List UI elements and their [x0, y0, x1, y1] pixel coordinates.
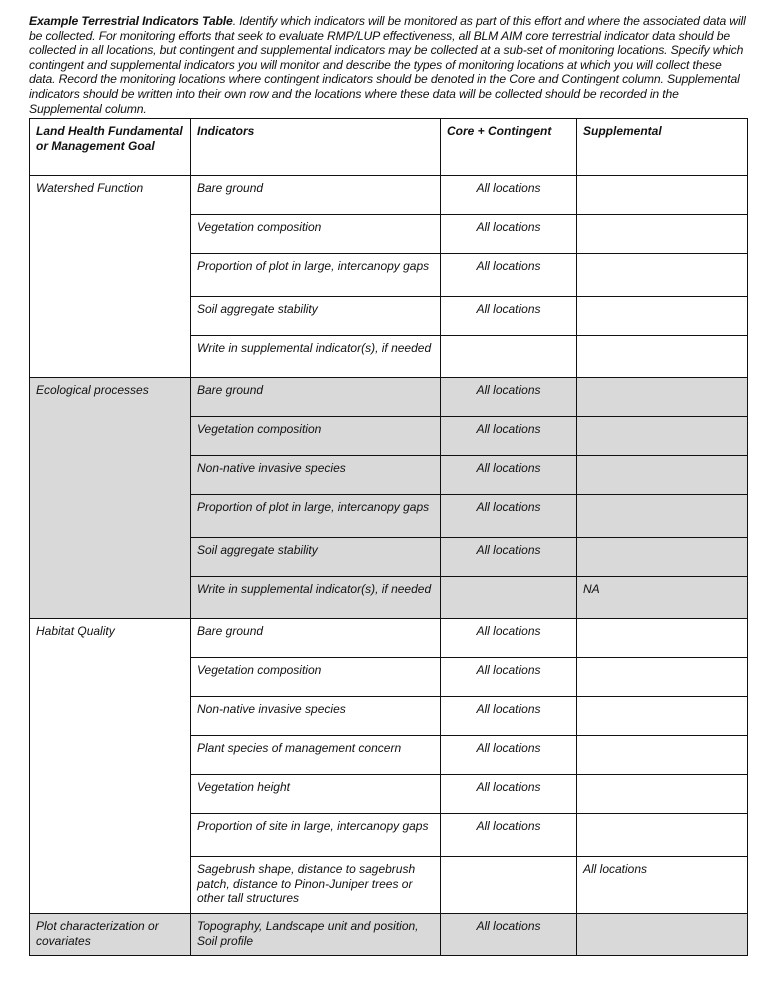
supplemental-cell: All locations: [577, 857, 748, 914]
supplemental-cell: [577, 336, 748, 378]
supplemental-cell: [577, 176, 748, 215]
header-supplemental: Supplemental: [577, 119, 748, 176]
core-contingent-cell: All locations: [441, 775, 577, 814]
indicator-cell: Proportion of site in large, intercanopy gaps: [191, 814, 441, 857]
indicator-cell: Vegetation composition: [191, 658, 441, 697]
supplemental-cell: NA: [577, 577, 748, 619]
goal-cell: Ecological processes: [30, 378, 191, 619]
core-contingent-cell: All locations: [441, 417, 577, 456]
core-contingent-cell: All locations: [441, 378, 577, 417]
table-row: [30, 378, 748, 417]
indicator-cell: Topography, Landscape unit and position, Soil profile: [191, 914, 441, 956]
header-core-contingent: Core + Contingent: [441, 119, 577, 176]
core-contingent-cell: All locations: [441, 456, 577, 495]
core-contingent-cell: All locations: [441, 297, 577, 336]
indicator-cell: Proportion of plot in large, intercanopy gaps: [191, 495, 441, 538]
supplemental-cell: [577, 697, 748, 736]
core-contingent-cell: All locations: [441, 176, 577, 215]
goal-cell: Watershed Function: [30, 176, 191, 378]
indicator-cell: Soil aggregate stability: [191, 538, 441, 577]
table-title: Example Terrestrial Indicators Table: [29, 14, 233, 28]
core-contingent-cell: All locations: [441, 697, 577, 736]
core-contingent-cell: All locations: [441, 914, 577, 956]
header-goal: Land Health Fundamental or Management Goal: [30, 119, 191, 176]
indicator-cell: Sagebrush shape, distance to sagebrush patch, distance to Pinon-Juniper trees or other tall structures: [191, 857, 441, 914]
supplemental-cell: [577, 215, 748, 254]
supplemental-cell: [577, 914, 748, 956]
indicator-cell: Bare ground: [191, 619, 441, 658]
header-indicators: Indicators: [191, 119, 441, 176]
supplemental-cell: [577, 658, 748, 697]
indicator-cell: Non-native invasive species: [191, 697, 441, 736]
core-contingent-cell: All locations: [441, 495, 577, 538]
indicator-cell: Vegetation composition: [191, 215, 441, 254]
indicator-cell: Vegetation composition: [191, 417, 441, 456]
indicator-cell: Plant species of management concern: [191, 736, 441, 775]
indicator-cell: Proportion of plot in large, intercanopy gaps: [191, 254, 441, 297]
table-row: [30, 914, 748, 956]
supplemental-cell: [577, 297, 748, 336]
indicator-cell: Non-native invasive species: [191, 456, 441, 495]
core-contingent-cell: All locations: [441, 215, 577, 254]
supplemental-cell: [577, 456, 748, 495]
goal-cell: Habitat Quality: [30, 619, 191, 914]
core-contingent-cell: [441, 857, 577, 914]
indicator-cell: Soil aggregate stability: [191, 297, 441, 336]
indicator-cell: Write in supplemental indicator(s), if needed: [191, 336, 441, 378]
core-contingent-cell: All locations: [441, 736, 577, 775]
supplemental-cell: [577, 619, 748, 658]
table-row: [30, 176, 748, 215]
core-contingent-cell: All locations: [441, 658, 577, 697]
goal-cell: Plot characterization or covariates: [30, 914, 191, 956]
supplemental-cell: [577, 736, 748, 775]
core-contingent-cell: All locations: [441, 254, 577, 297]
header-row: [30, 119, 748, 176]
supplemental-cell: [577, 814, 748, 857]
indicators-table: [29, 118, 748, 956]
supplemental-cell: [577, 495, 748, 538]
supplemental-cell: [577, 538, 748, 577]
supplemental-cell: [577, 378, 748, 417]
core-contingent-cell: All locations: [441, 814, 577, 857]
supplemental-cell: [577, 775, 748, 814]
table-row: [30, 619, 748, 658]
supplemental-cell: [577, 417, 748, 456]
core-contingent-cell: [441, 577, 577, 619]
indicator-cell: Write in supplemental indicator(s), if needed: [191, 577, 441, 619]
instructions-paragraph: [29, 14, 749, 116]
core-contingent-cell: All locations: [441, 619, 577, 658]
indicator-cell: Vegetation height: [191, 775, 441, 814]
instructions-text: . Identify which indicators will be monitored as part of this effort and where the associated data will be collected. For monitoring efforts that seek to evaluate RMP/LUP effectiveness, all BLM AIM core terrestrial indicator data should be collected in all locations, but contingent and supplemental indicators may be collected at a sub-set of monitoring locations. Specify which contingent and supplemental indicators you will monitor and describe the types of monitoring locations at which you will collect these data. Record the monitoring locations where contingent indicators should be denoted in the Core and Contingent column. Supplemental indicators should be written into their own row and the locations where these data will be collected should be recorded in the Supplemental column.: [29, 14, 746, 116]
core-contingent-cell: [441, 336, 577, 378]
core-contingent-cell: All locations: [441, 538, 577, 577]
indicator-cell: Bare ground: [191, 378, 441, 417]
supplemental-cell: [577, 254, 748, 297]
indicator-cell: Bare ground: [191, 176, 441, 215]
